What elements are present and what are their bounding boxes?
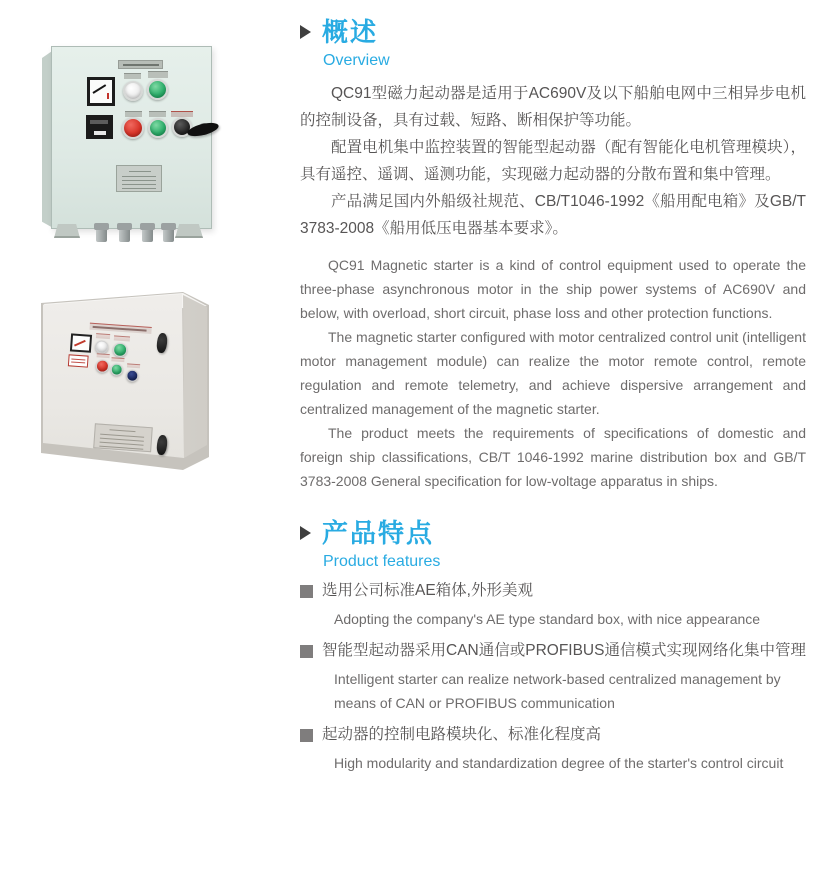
feature-cn-row: [300, 641, 806, 661]
feature-item: [300, 581, 806, 631]
green-button2-label: [149, 111, 166, 117]
power-indicator-lamp: [123, 81, 143, 101]
circuit-breaker: [86, 115, 113, 139]
features-title-en: Product features: [323, 553, 441, 570]
cabinet-front-figure: [42, 46, 214, 246]
ammeter-red-mark: [107, 93, 109, 99]
blue-button-label: [127, 363, 140, 368]
overview-title-cn: 概述: [322, 17, 379, 47]
feature-en-text: Intelligent starter can realize network-based centralized management by means of CAN or PROFIBUS communication: [334, 671, 781, 711]
features-section-header: [300, 513, 806, 550]
rating-nameplate: [116, 165, 162, 192]
start-button: [147, 79, 168, 100]
cable-gland: [117, 223, 132, 242]
features-section: [300, 513, 806, 775]
rating-nameplate: [93, 423, 153, 452]
feature-cn-text: 起动器的控制电路模块化、标准化程度高: [322, 726, 602, 743]
square-bullet-icon: [300, 645, 313, 658]
paragraph-cn: 配置电机集中监控装置的智能型起动器（配有智能化电机管理模块），具有遥控、遥调、遥测功能，实现磁力起动器的分散布置和集中管理。: [300, 139, 806, 183]
power-indicator-lamp: [95, 340, 109, 354]
start-button: [113, 342, 128, 357]
feature-cn-text: 智能型起动器采用CAN通信或PROFIBUS通信模式实现网络化集中管理: [322, 642, 806, 659]
mounting-foot-right: [175, 224, 203, 238]
overview-english-paragraphs: [300, 253, 806, 493]
green-button-label: [114, 335, 130, 341]
reset-button: [126, 369, 139, 382]
overview-title-en: Overview: [323, 52, 390, 69]
overview-chinese-paragraphs: [300, 80, 806, 242]
mounting-foot-left: [54, 224, 80, 238]
cable-gland: [161, 223, 176, 242]
run-button: [148, 118, 168, 138]
red-button-label: [97, 353, 110, 358]
paragraph-cn: 产品满足国内外船级社规范、CB/T1046-1992《船用配电箱》及GB/T 3783-2008《船用低压电器基本要求》。: [300, 193, 806, 237]
warning-label: [68, 354, 89, 367]
square-bullet-icon: [300, 585, 313, 598]
feature-item: [300, 641, 806, 715]
square-bullet-icon: [300, 729, 313, 742]
green-button-label: [148, 71, 168, 78]
paragraph-cn: QC91型磁力起动器是适用于AC690V及以下船舶电网中三相异步电机的控制设备，具有过载、短路、断相保护等功能。: [300, 85, 806, 129]
feature-item: [300, 725, 806, 775]
feature-en-text: Adopting the company's AE type standard box, with nice appearance: [334, 611, 761, 627]
section-arrow-icon: [300, 526, 311, 540]
page-content: [300, 12, 806, 775]
features-title-cn: 产品特点: [322, 518, 435, 548]
cable-gland: [140, 223, 155, 242]
lamp-label: [96, 333, 110, 339]
stop-button: [96, 359, 110, 373]
feature-cn-row: [300, 581, 806, 601]
cabinet-body: [51, 46, 212, 229]
cabinet-top-nameplate: [118, 60, 163, 69]
feature-cn-row: [300, 725, 806, 745]
green-button2-label: [111, 357, 124, 362]
cabinet-perspective-figure: [40, 283, 215, 483]
ammeter-needle-icon: [92, 84, 106, 94]
paragraph-en: The product meets the requirements of specifications of domestic and foreign ship classifications, CB/T 1046-1992 marine distribution box and GB/T 3783-2008 General specification for low-voltage apparatus in ships.: [300, 425, 806, 489]
paragraph-en: The magnetic starter configured with motor centralized control unit (intelligent motor management module) can realize the motor remote control, remote regulation and remote telemetry, and achieve dispersive arrangement and centralized management of the magnetic starter.: [300, 329, 806, 417]
lamp-label: [124, 73, 141, 79]
cable-gland: [94, 223, 109, 242]
section-arrow-icon: [300, 25, 311, 39]
feature-cn-text: 选用公司标准AE箱体,外形美观: [322, 582, 533, 599]
run-button: [110, 363, 123, 376]
feature-en-text: High modularity and standardization degree of the starter's control circuit: [334, 755, 784, 771]
ammeter: [87, 77, 115, 106]
ammeter: [70, 333, 92, 352]
overview-section-header: [300, 12, 806, 49]
paragraph-en: QC91 Magnetic starter is a kind of control equipment used to operate the three-phase asynchronous motor in the ship power systems of AC690V and below, with overload, short circuit, phase loss and other protection functions.: [300, 257, 806, 321]
stop-button: [122, 117, 144, 139]
